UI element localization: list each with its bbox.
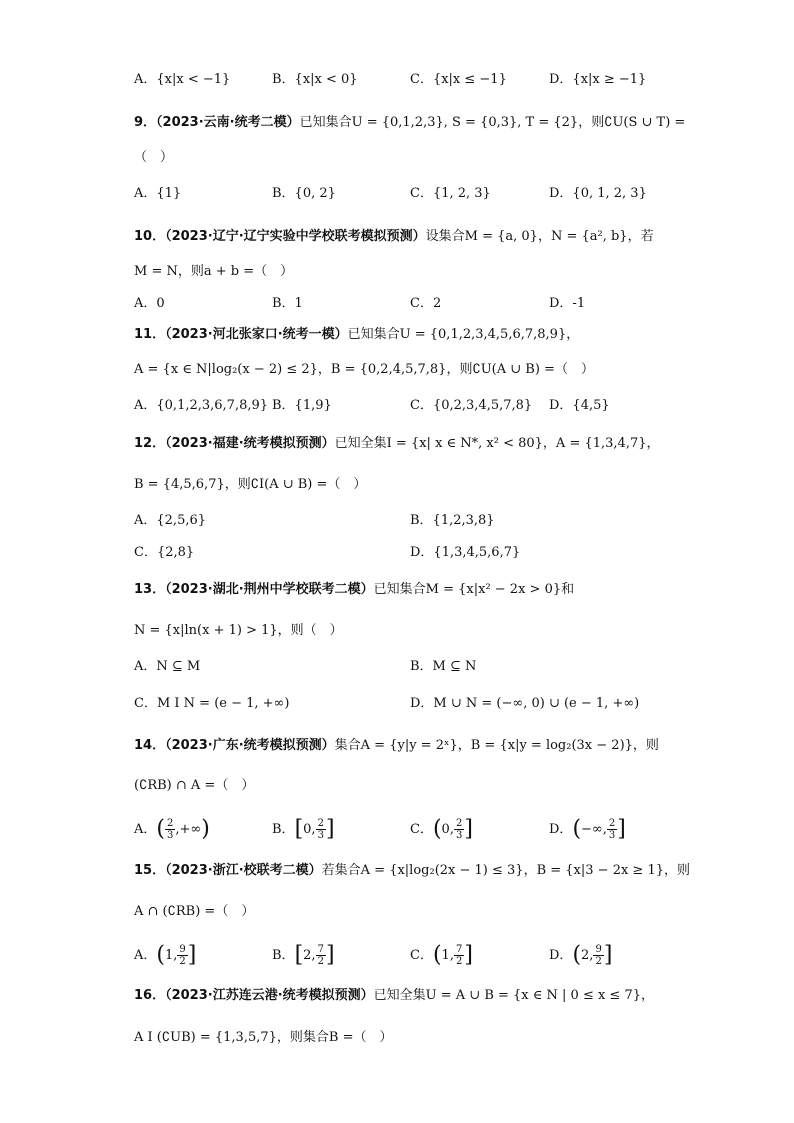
q12-stem-line2: B = {4,5,6,7}，则∁I(A ∪ B) =（ ） (134, 477, 367, 492)
q11-text: 已知集合U = {0,1,2,3,4,5,6,7,8,9}， (347, 327, 580, 342)
q15-a-fraction: $\frac{9}{2}$ (179, 944, 186, 967)
q15-c-fraction: $\frac{7}{2}$ (455, 944, 463, 967)
q9-stem-line2: （ ） (134, 150, 174, 165)
q14-option-c: C．(0, $\frac{2}{3}$ ] (410, 816, 473, 842)
q11-option-a: A．{0,1,2,3,6,7,8,9} (134, 398, 269, 413)
q9-option-a: A．{1} (134, 186, 182, 201)
q13-stem-line2: N = {x|ln(x + 1) > 1}，则（ ） (134, 623, 343, 638)
q12-stem-line1 (134, 434, 704, 454)
q9-option-c: C．{1, 2, 3} (410, 186, 491, 201)
q16-number: 16． (134, 988, 166, 1003)
q14-d-fraction: $\frac{2}{3}$ (608, 818, 616, 841)
q10-option-d: D．-1 (549, 296, 586, 311)
q16-stem-line2: A I (∁UB) = {1,3,5,7}，则集合B =（ ） (134, 1030, 393, 1045)
q14-source: （2023·广东·统考模拟预测） (165, 738, 335, 753)
q14-stem-line2: (∁RB) ∩ A =（ ） (134, 778, 255, 793)
q12-number: 12． (134, 436, 166, 451)
q13-option-c: C．M I N = (e − 1, +∞) (134, 696, 290, 711)
q11-source: （2023·河北张家口·统考一模） (165, 327, 348, 342)
q14-option-a: A．( $\frac{2}{3}$ ,+∞) (134, 816, 210, 842)
q14-stem-line1 (134, 736, 704, 756)
q14-c-fraction: $\frac{2}{3}$ (455, 818, 463, 841)
q13-option-d: D．M ∪ N = (−∞, 0) ∪ (e − 1, +∞) (410, 696, 640, 711)
q11-stem-line2: A = {x ∈ N|log₂(x − 2) ≤ 2}，B = {0,2,4,5,7,8}，则∁U(A ∪ B) =（ ） (134, 362, 594, 377)
q15-stem-line1 (134, 861, 704, 881)
q9-stem-line1 (134, 113, 704, 133)
q12-text: 已知全集I = {x| x ∈ N*, x² < 80}，A = {1,3,4,7}， (334, 436, 660, 451)
q13-option-a: A．N ⊆ M (134, 659, 201, 674)
q10-option-c: C．2 (410, 296, 442, 311)
q16-source: （2023·江苏连云港·统考模拟预测） (165, 988, 374, 1003)
q10-text: 设集合M = {a, 0}，N = {a², b}，若 (425, 229, 654, 244)
q10-stem-line2: M = N，则a + b =（ ） (134, 264, 294, 279)
q14-b-fraction: $\frac{2}{3}$ (317, 818, 324, 841)
q16-text: 已知全集U = A ∪ B = {x ∈ N | 0 ≤ x ≤ 7}， (373, 988, 654, 1003)
q14-text: 集合A = {y|y = 2ˣ}，B = {x|y = log₂(3x − 2)}，则 (334, 738, 659, 753)
q10-source: （2023·辽宁·辽宁实验中学校联考模拟预测） (165, 229, 426, 244)
q10-option-a: A．0 (134, 296, 165, 311)
q9-text: 已知集合U = {0,1,2,3}, S = {0,3}, T = {2}，则∁U(S ∪ T) = (299, 115, 686, 130)
q16-stem-line1 (134, 986, 704, 1006)
q12-source: （2023·福建·统考模拟预测） (165, 436, 335, 451)
q9-option-b: B．{0, 2} (272, 186, 336, 201)
q13-option-b: B．M ⊆ N (410, 659, 477, 674)
q10-option-b: B．1 (272, 296, 303, 311)
q11-stem-line1 (134, 325, 704, 345)
q12-option-a: A．{2,5,6} (134, 513, 207, 528)
q9-number: 9． (134, 115, 157, 130)
q15-number: 15． (134, 863, 166, 878)
q13-number: 13． (134, 582, 166, 597)
q9-source: （2023·云南·统考二模） (156, 115, 300, 130)
q11-number: 11． (134, 327, 166, 342)
q13-stem-line1 (134, 580, 704, 600)
q9-option-d: D．{0, 1, 2, 3} (549, 186, 647, 201)
q14-a-fraction: $\frac{2}{3}$ (166, 818, 174, 841)
q14-option-d: D．(−∞, $\frac{2}{3}$ ] (549, 816, 626, 842)
q15-option-d: D．(2, $\frac{9}{2}$ ] (549, 942, 613, 968)
q15-stem-line2: A ∩ (∁RB) =（ ） (134, 904, 255, 919)
q8-option-a: A．{x|x < −1} (134, 72, 231, 87)
q14-option-b: B．[0, $\frac{2}{3}$ ] (272, 816, 335, 842)
q11-option-b: B．{1,9} (272, 398, 332, 413)
q11-option-d: D．{4,5} (549, 398, 610, 413)
q15-option-b: B．[2, $\frac{7}{2}$ ] (272, 942, 335, 968)
q15-option-a: A．(1, $\frac{9}{2}$ ] (134, 942, 197, 968)
q12-option-b: B．{1,2,3,8} (410, 513, 495, 528)
q15-b-fraction: $\frac{7}{2}$ (317, 944, 324, 967)
q15-text: 若集合A = {x|log₂(2x − 1) ≤ 3}，B = {x|3 − 2x ≥ 1}，则 (321, 863, 690, 878)
q13-source: （2023·湖北·荆州中学校联考二模） (165, 582, 374, 597)
q10-stem-line1 (134, 227, 704, 247)
q15-option-c: C．(1, $\frac{7}{2}$ ] (410, 942, 473, 968)
q8-option-b: B．{x|x < 0} (272, 72, 358, 87)
q15-d-fraction: $\frac{9}{2}$ (595, 944, 602, 967)
q14-number: 14． (134, 738, 166, 753)
q15-source: （2023·浙江·校联考二模） (165, 863, 322, 878)
q8-option-d: D．{x|x ≥ −1} (549, 72, 647, 87)
q8-option-c: C．{x|x ≤ −1} (410, 72, 507, 87)
q10-number: 10． (134, 229, 166, 244)
q12-option-d: D．{1,3,4,5,6,7} (410, 545, 521, 560)
q11-option-c: C．{0,2,3,4,5,7,8} (410, 398, 533, 413)
q12-option-c: C．{2,8} (134, 545, 195, 560)
q13-text: 已知集合M = {x|x² − 2x > 0}和 (373, 582, 575, 597)
